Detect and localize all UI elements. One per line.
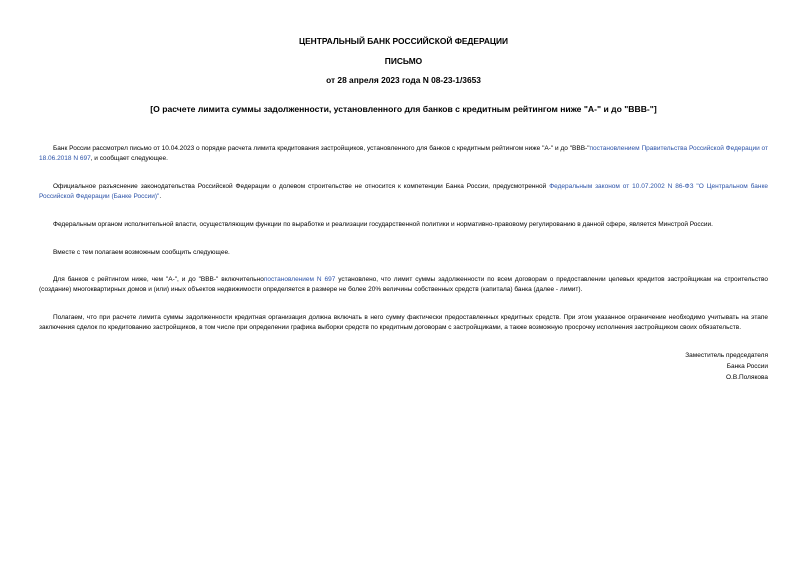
paragraph-6: Полагаем, что при расчете лимита суммы задолженности кредитная организация должна включать в него сумму фактически предоставленных кредитных средств. При этом указанное ограничение необходимо учитывать на этапе заключения сделок по кредитованию застройщиков, в том числе при определении графика выборки средств по кредитным договорам с застройщиками, а также возможную просрочку исполнения застройщиком своих обязательств. <box>39 314 768 331</box>
paragraph-4: Вместе с тем полагаем возможным сообщить следующее. <box>53 249 230 256</box>
link-resolution-697[interactable]: постановлением N 697 <box>263 276 336 283</box>
paragraph-5-text-after: установлено, что лимит суммы задолженности по всем договорам о предоставлении целевых кредитов застройщикам на строительство (создание) многоквартирных домов и (или) иных объектов недвижимости определяется в размере не более 20% величины собственных средств (капитала) банка (далее - лимит). <box>39 276 768 293</box>
paragraph-5-text-before: Для банков с рейтингом ниже, чем "А-", и до "ВВВ-" включительно <box>53 276 264 283</box>
signatory-organization: Банка России <box>726 363 768 370</box>
paragraph-5 <box>39 275 768 295</box>
paragraph-3: Федеральным органом исполнительной власти, осуществляющим функции по выработке и реализации государственной политики и нормативно-правовому регулированию в данной сфере, является Минстрой России. <box>53 221 713 228</box>
signature-block <box>685 350 768 383</box>
signatory-name: О.В.Полякова <box>726 374 768 381</box>
document-body <box>39 144 768 351</box>
link-federal-law-86-fz[interactable]: Федеральным законом от 10.07.2002 N 86-ФЗ "О Центральном банке Российской Федерации (Банке России)" <box>39 183 768 200</box>
document-type: ПИСЬМО <box>384 56 423 66</box>
signatory-position: Заместитель председателя <box>685 352 768 359</box>
paragraph-1 <box>39 144 768 164</box>
paragraph-2-text-after: . <box>159 193 162 200</box>
issuing-authority: ЦЕНТРАЛЬНЫЙ БАНК РОССИЙСКОЙ ФЕДЕРАЦИИ <box>298 36 509 46</box>
paragraph-2 <box>39 182 768 202</box>
link-government-resolution-697[interactable]: постановлением Правительства Российской Федерации от 18.06.2018 N 697 <box>39 145 768 162</box>
paragraph-1-text-after: , и сообщает следующее. <box>90 155 168 162</box>
paragraph-2-text-before: Официальное разъяснение законодательства Российской Федерации о долевом строительстве не относится к компетенции Банка России, предусмотренной <box>53 183 550 190</box>
document-date-number: от 28 апреля 2023 года N 08-23-1/3653 <box>326 75 481 85</box>
document-subject: [О расчете лимита суммы задолженности, установленного для банков с кредитным рейтингом ниже "А-" и до "ВВВ-"] <box>150 104 657 114</box>
paragraph-1-text-before: Банк России рассмотрел письмо от 10.04.2023 о порядке расчета лимита кредитования застройщиков, установленного для банков с кредитным рейтингом ниже "А-" и до "ВВВ-" <box>53 145 590 152</box>
